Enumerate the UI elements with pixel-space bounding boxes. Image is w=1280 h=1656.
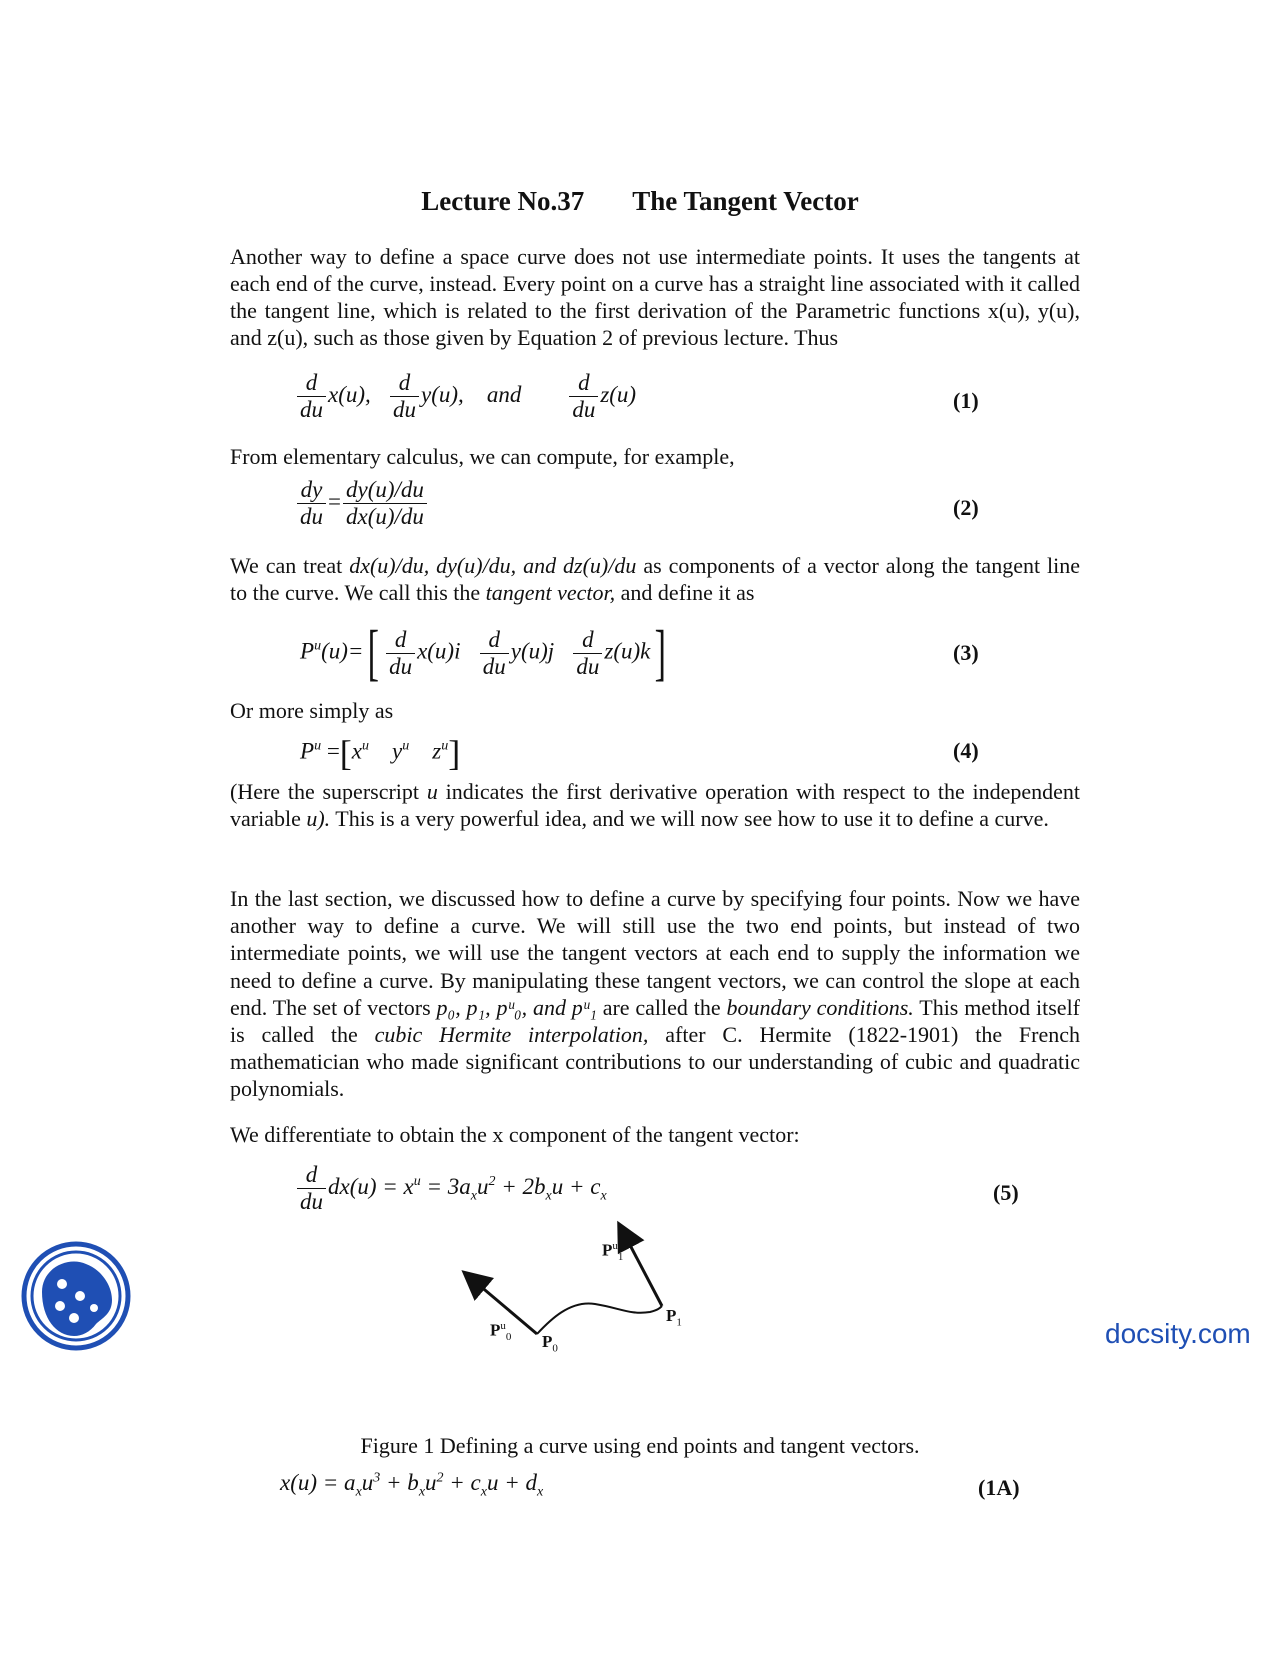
hermite-curve xyxy=(537,1303,662,1334)
paragraph-superscript: (Here the superscript u indicates the first derivative operation with respect to the independent variable u). This is a very powerful idea, and we will now see how to use it to define a curve. xyxy=(230,779,1081,831)
paragraph-simply: Or more simply as xyxy=(230,698,394,723)
curve-diagram xyxy=(430,1220,730,1370)
lecture-number: Lecture No.37 xyxy=(421,186,585,216)
equation-2: $\frac{dy}{du}$ = $\frac{dy(u)/du}{dx(u)/du}$ xyxy=(295,477,429,530)
page-title xyxy=(0,186,1280,217)
equation-1a: $x(u) = a_xu^3 + b_xu^2 + c_xu + d_x$ xyxy=(280,1470,544,1500)
equation-5-number: (5) xyxy=(993,1180,1019,1205)
paragraph-tangent-vector: We can treat dx(u)/du, dy(u)/du, and dz(u)/du as components of a vector along the tangent line to the curve. We call this the tangent vector, and define it as xyxy=(230,553,1081,605)
tangent-vector-p1 xyxy=(620,1226,662,1306)
lecture-topic: The Tangent Vector xyxy=(632,186,859,216)
equation-4-number: (4) xyxy=(953,738,979,763)
term-tangent-vector: tangent vector, xyxy=(485,580,616,605)
term-hermite: cubic Hermite interpolation, xyxy=(374,1022,649,1048)
paragraph-differentiate: We differentiate to obtain the x component of the tangent vector: xyxy=(230,1122,800,1147)
label-p1u: $P^u_1$ xyxy=(602,1240,624,1264)
equation-3: $P^u(u)=$[ $\frac{d}{du}$ x(u)i $\frac{d}{du}$ y(u)j $\frac{d}{du}$ z(u)k] xyxy=(300,619,667,687)
label-p1: $P_1$ xyxy=(666,1306,682,1329)
term-boundary-conditions: boundary conditions. xyxy=(726,994,914,1020)
figure-hermite-curve xyxy=(430,1220,730,1370)
equation-3-number: (3) xyxy=(953,640,979,665)
figure-caption: Figure 1 Defining a curve using end points and tangent vectors. xyxy=(360,1433,920,1458)
equation-2-number: (2) xyxy=(953,495,979,520)
label-p0: $P_0$ xyxy=(542,1332,558,1355)
paragraph-calculus: From elementary calculus, we can compute, for example, xyxy=(230,444,735,469)
derivative-components: dx(u)/du, dy(u)/du, and dz(u)/du xyxy=(349,553,637,578)
label-p0u: $P^u_0$ xyxy=(490,1320,512,1344)
paragraph-intro: Another way to define a space curve does not use intermediate points. It uses the tangents at each end of the curve, instead. Every point on a curve has a straight line associated with it called the tangent line, which is related to the first derivation of the Parametric functions x(u), y(u), and z(u), such as those given by Equation 2 of previous lecture. Thus xyxy=(230,244,1080,350)
boundary-vectors: p₀, p₁, pᵘ₀, and pᵘ₁ xyxy=(436,994,597,1020)
docsity-link[interactable]: docsity.com xyxy=(1105,1318,1251,1349)
equation-1: $\frac{d}{du}$ x(u), $\frac{d}{du}$ y(u), and $\frac{d}{du}$ z(u) xyxy=(295,370,636,423)
docsity-logo-icon[interactable] xyxy=(20,1240,132,1352)
equation-1-number: (1) xyxy=(953,388,979,413)
paragraph-hermite: In the last section, we discussed how to define a curve by specifying four points. Now we have another way to define a curve. We will still use the two end points, but instead of two intermediate points, we will use the tangent vectors at each end to supply the information we need to define a curve. By manipulating these tangent vectors, we can control the slope at each end. The set of vectors p₀, p₁, pᵘ₀, and pᵘ₁ are called the boundary conditions. This method itself is called the cubic Hermite interpolation, after C. Hermite (1822-1901) the French mathematician who made significant contributions to our understanding of cubic and quadratic polynomials. xyxy=(230,886,1081,1102)
equation-4: $P^u =[x^u$ $y^u$ $z^u$] xyxy=(300,733,461,773)
equation-1a-number: (1A) xyxy=(978,1475,1020,1500)
equation-5: $\frac{d}{du}$ $dx(u) = x^u = 3a_xu^2 + 2b_xu + c_x$ xyxy=(295,1162,607,1215)
